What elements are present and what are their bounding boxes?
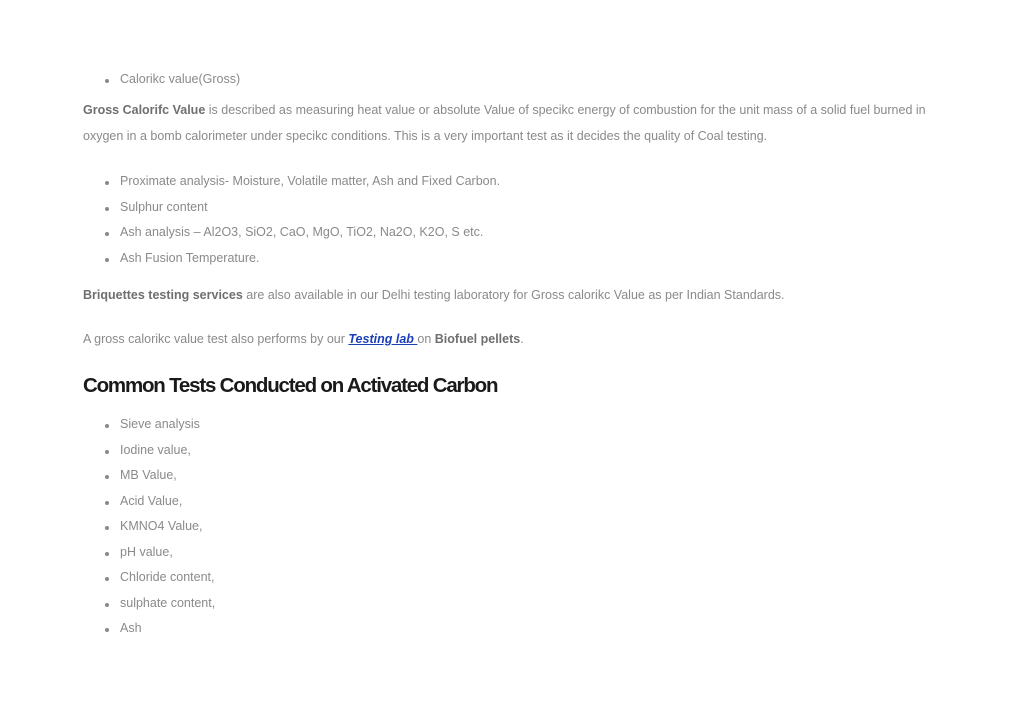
list-item: Ash xyxy=(83,620,215,646)
calorific-list xyxy=(83,71,240,97)
biofuel-pellets-term: Biofuel pellets xyxy=(434,332,521,346)
coal-tests-list xyxy=(83,173,500,275)
briquettes-description: are also available in our Delhi testing laboratory for Gross calorikc Value as per Indian Standards. xyxy=(242,288,785,302)
briquettes-paragraph xyxy=(83,283,943,309)
testing-lab-link[interactable]: Testing lab xyxy=(348,332,418,346)
list-item: MB Value, xyxy=(83,467,215,493)
pellet-prefix: A gross calorikc value test also performs by our xyxy=(83,332,349,346)
list-item: Iodine value, xyxy=(83,442,215,468)
gcv-paragraph xyxy=(83,98,943,149)
list-item: Proximate analysis- Moisture, Volatile matter, Ash and Fixed Carbon. xyxy=(83,173,500,199)
gcv-description: is described as measuring heat value or absolute Value of specikc energy of combustion for the unit mass of a solid fuel burned in oxygen in a bomb calorimeter under specikc conditions. This is a very important test as it decides the quality of Coal testing. xyxy=(83,103,926,143)
list-item: Ash Fusion Temperature. xyxy=(83,250,500,276)
pellet-paragraph xyxy=(83,327,943,353)
list-item: Sieve analysis xyxy=(83,416,215,442)
pellet-middle: on xyxy=(417,332,435,346)
list-item: Calorikc value(Gross) xyxy=(83,71,240,97)
activated-carbon-tests-list xyxy=(83,416,215,646)
list-item: Acid Value, xyxy=(83,493,215,519)
list-item: Chloride content, xyxy=(83,569,215,595)
gcv-term: Gross Calorifc Value xyxy=(83,103,206,117)
list-item: pH value, xyxy=(83,544,215,570)
pellet-suffix: . xyxy=(520,332,524,346)
list-item: sulphate content, xyxy=(83,595,215,621)
list-item: Sulphur content xyxy=(83,199,500,225)
section-heading: Common Tests Conducted on Activated Carbon xyxy=(83,374,498,397)
briquettes-term: Briquettes testing services xyxy=(83,288,243,302)
list-item: KMNO4 Value, xyxy=(83,518,215,544)
list-item: Ash analysis – Al2O3, SiO2, CaO, MgO, TiO2, Na2O, K2O, S etc. xyxy=(83,224,500,250)
